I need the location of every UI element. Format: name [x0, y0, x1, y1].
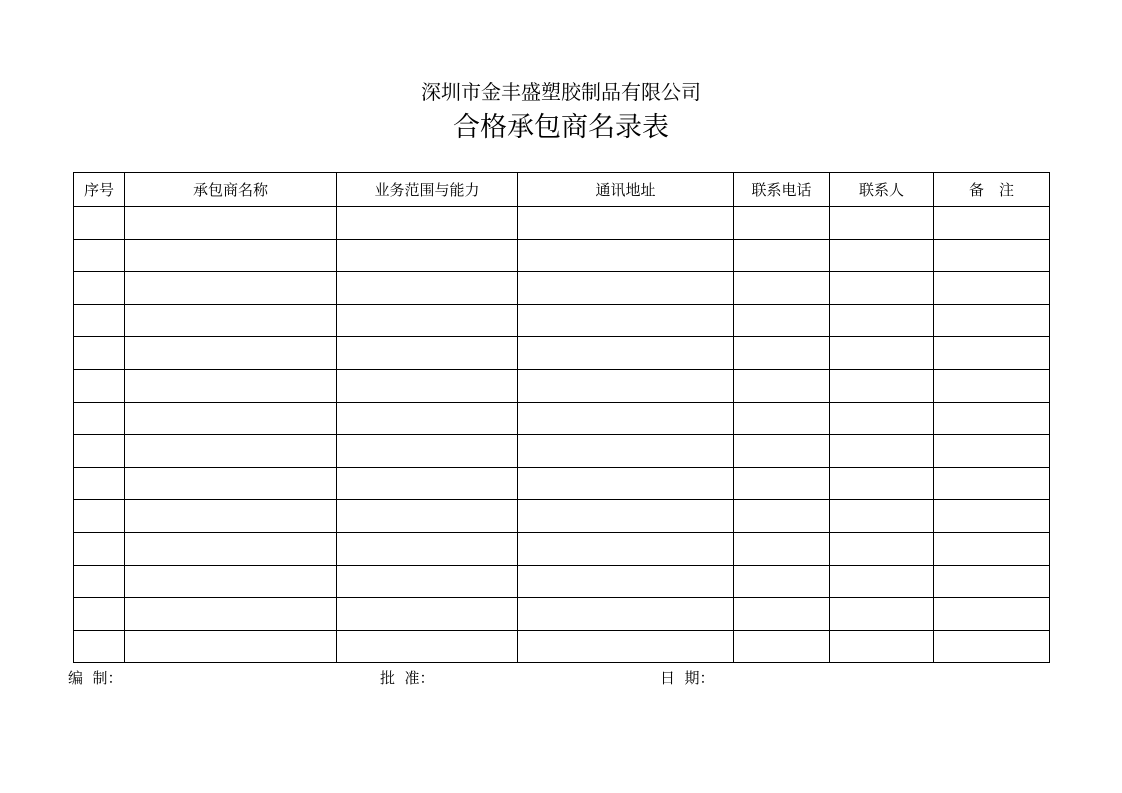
cell-remarks[interactable] [934, 337, 1050, 370]
cell-business-scope[interactable] [337, 565, 518, 598]
header-contractor-name: 承包商名称 [125, 173, 337, 207]
cell-serial-number[interactable] [74, 467, 125, 500]
cell-serial-number[interactable] [74, 207, 125, 240]
cell-business-scope[interactable] [337, 369, 518, 402]
cell-contractor-name[interactable] [125, 467, 337, 500]
cell-contractor-name[interactable] [125, 402, 337, 435]
cell-phone[interactable] [734, 500, 830, 533]
cell-address[interactable] [518, 435, 734, 468]
cell-contact-person[interactable] [830, 272, 934, 305]
cell-phone[interactable] [734, 337, 830, 370]
cell-contractor-name[interactable] [125, 598, 337, 631]
approved-by-label: 批 准： [380, 669, 435, 687]
cell-contact-person[interactable] [830, 337, 934, 370]
cell-remarks[interactable] [934, 630, 1050, 663]
header-address: 通讯地址 [518, 173, 734, 207]
cell-phone[interactable] [734, 369, 830, 402]
cell-contractor-name[interactable] [125, 337, 337, 370]
cell-remarks[interactable] [934, 207, 1050, 240]
cell-serial-number[interactable] [74, 435, 125, 468]
cell-serial-number[interactable] [74, 500, 125, 533]
cell-serial-number[interactable] [74, 598, 125, 631]
cell-contractor-name[interactable] [125, 435, 337, 468]
cell-contractor-name[interactable] [125, 369, 337, 402]
table-row [74, 337, 1050, 370]
cell-business-scope[interactable] [337, 272, 518, 305]
cell-address[interactable] [518, 532, 734, 565]
cell-remarks[interactable] [934, 565, 1050, 598]
cell-phone[interactable] [734, 304, 830, 337]
cell-remarks[interactable] [934, 304, 1050, 337]
cell-address[interactable] [518, 207, 734, 240]
cell-address[interactable] [518, 272, 734, 305]
table-row [74, 207, 1050, 240]
table-row [74, 532, 1050, 565]
cell-phone[interactable] [734, 532, 830, 565]
date-label: 日 期： [660, 669, 715, 687]
cell-phone[interactable] [734, 630, 830, 663]
cell-business-scope[interactable] [337, 435, 518, 468]
cell-contractor-name[interactable] [125, 207, 337, 240]
cell-phone[interactable] [734, 239, 830, 272]
table-row [74, 435, 1050, 468]
cell-address[interactable] [518, 369, 734, 402]
cell-phone[interactable] [734, 207, 830, 240]
cell-contact-person[interactable] [830, 369, 934, 402]
cell-contractor-name[interactable] [125, 239, 337, 272]
header-business-scope: 业务范围与能力 [337, 173, 518, 207]
cell-contact-person[interactable] [830, 435, 934, 468]
cell-remarks[interactable] [934, 402, 1050, 435]
cell-business-scope[interactable] [337, 598, 518, 631]
cell-remarks[interactable] [934, 239, 1050, 272]
table-row [74, 239, 1050, 272]
cell-business-scope[interactable] [337, 304, 518, 337]
cell-contact-person[interactable] [830, 304, 934, 337]
header-phone: 联系电话 [734, 173, 830, 207]
cell-serial-number[interactable] [74, 239, 125, 272]
cell-serial-number[interactable] [74, 630, 125, 663]
cell-remarks[interactable] [934, 598, 1050, 631]
cell-business-scope[interactable] [337, 467, 518, 500]
cell-serial-number[interactable] [74, 272, 125, 305]
cell-contact-person[interactable] [830, 207, 934, 240]
cell-contractor-name[interactable] [125, 630, 337, 663]
cell-contact-person[interactable] [830, 500, 934, 533]
company-name: 深圳市金丰盛塑胶制品有限公司 [421, 80, 701, 104]
cell-business-scope[interactable] [337, 337, 518, 370]
cell-phone[interactable] [734, 402, 830, 435]
cell-business-scope[interactable] [337, 239, 518, 272]
cell-phone[interactable] [734, 435, 830, 468]
table-row [74, 272, 1050, 305]
cell-phone[interactable] [734, 598, 830, 631]
cell-business-scope[interactable] [337, 500, 518, 533]
table-row [74, 630, 1050, 663]
contractor-table [73, 172, 1050, 663]
cell-business-scope[interactable] [337, 532, 518, 565]
cell-phone[interactable] [734, 272, 830, 305]
table-row [74, 598, 1050, 631]
header-remarks: 备 注 [934, 173, 1050, 207]
cell-phone[interactable] [734, 467, 830, 500]
cell-serial-number[interactable] [74, 402, 125, 435]
header-contact-person: 联系人 [830, 173, 934, 207]
cell-contact-person[interactable] [830, 598, 934, 631]
cell-business-scope[interactable] [337, 630, 518, 663]
cell-address[interactable] [518, 500, 734, 533]
cell-contractor-name[interactable] [125, 272, 337, 305]
table-row [74, 467, 1050, 500]
cell-contact-person[interactable] [830, 239, 934, 272]
table-row [74, 304, 1050, 337]
cell-address[interactable] [518, 598, 734, 631]
cell-address[interactable] [518, 565, 734, 598]
cell-serial-number[interactable] [74, 565, 125, 598]
cell-remarks[interactable] [934, 467, 1050, 500]
cell-serial-number[interactable] [74, 532, 125, 565]
cell-serial-number[interactable] [74, 337, 125, 370]
table-header-row [74, 173, 1050, 207]
cell-address[interactable] [518, 304, 734, 337]
cell-address[interactable] [518, 467, 734, 500]
cell-contractor-name[interactable] [125, 500, 337, 533]
cell-remarks[interactable] [934, 435, 1050, 468]
table-row [74, 402, 1050, 435]
cell-contact-person[interactable] [830, 402, 934, 435]
cell-serial-number[interactable] [74, 369, 125, 402]
cell-contact-person[interactable] [830, 565, 934, 598]
prepared-by-label: 编 制： [68, 669, 123, 687]
cell-address[interactable] [518, 402, 734, 435]
cell-remarks[interactable] [934, 532, 1050, 565]
cell-contact-person[interactable] [830, 532, 934, 565]
cell-contractor-name[interactable] [125, 532, 337, 565]
document-title: 合格承包商名录表 [453, 112, 669, 143]
table-row [74, 500, 1050, 533]
cell-contact-person[interactable] [830, 467, 934, 500]
cell-address[interactable] [518, 337, 734, 370]
cell-remarks[interactable] [934, 272, 1050, 305]
cell-business-scope[interactable] [337, 207, 518, 240]
cell-address[interactable] [518, 239, 734, 272]
cell-contact-person[interactable] [830, 630, 934, 663]
cell-phone[interactable] [734, 565, 830, 598]
cell-serial-number[interactable] [74, 304, 125, 337]
table-row [74, 369, 1050, 402]
cell-remarks[interactable] [934, 500, 1050, 533]
table-row [74, 565, 1050, 598]
cell-contractor-name[interactable] [125, 304, 337, 337]
cell-address[interactable] [518, 630, 734, 663]
cell-remarks[interactable] [934, 369, 1050, 402]
cell-contractor-name[interactable] [125, 565, 337, 598]
header-serial-number: 序号 [74, 173, 125, 207]
cell-business-scope[interactable] [337, 402, 518, 435]
